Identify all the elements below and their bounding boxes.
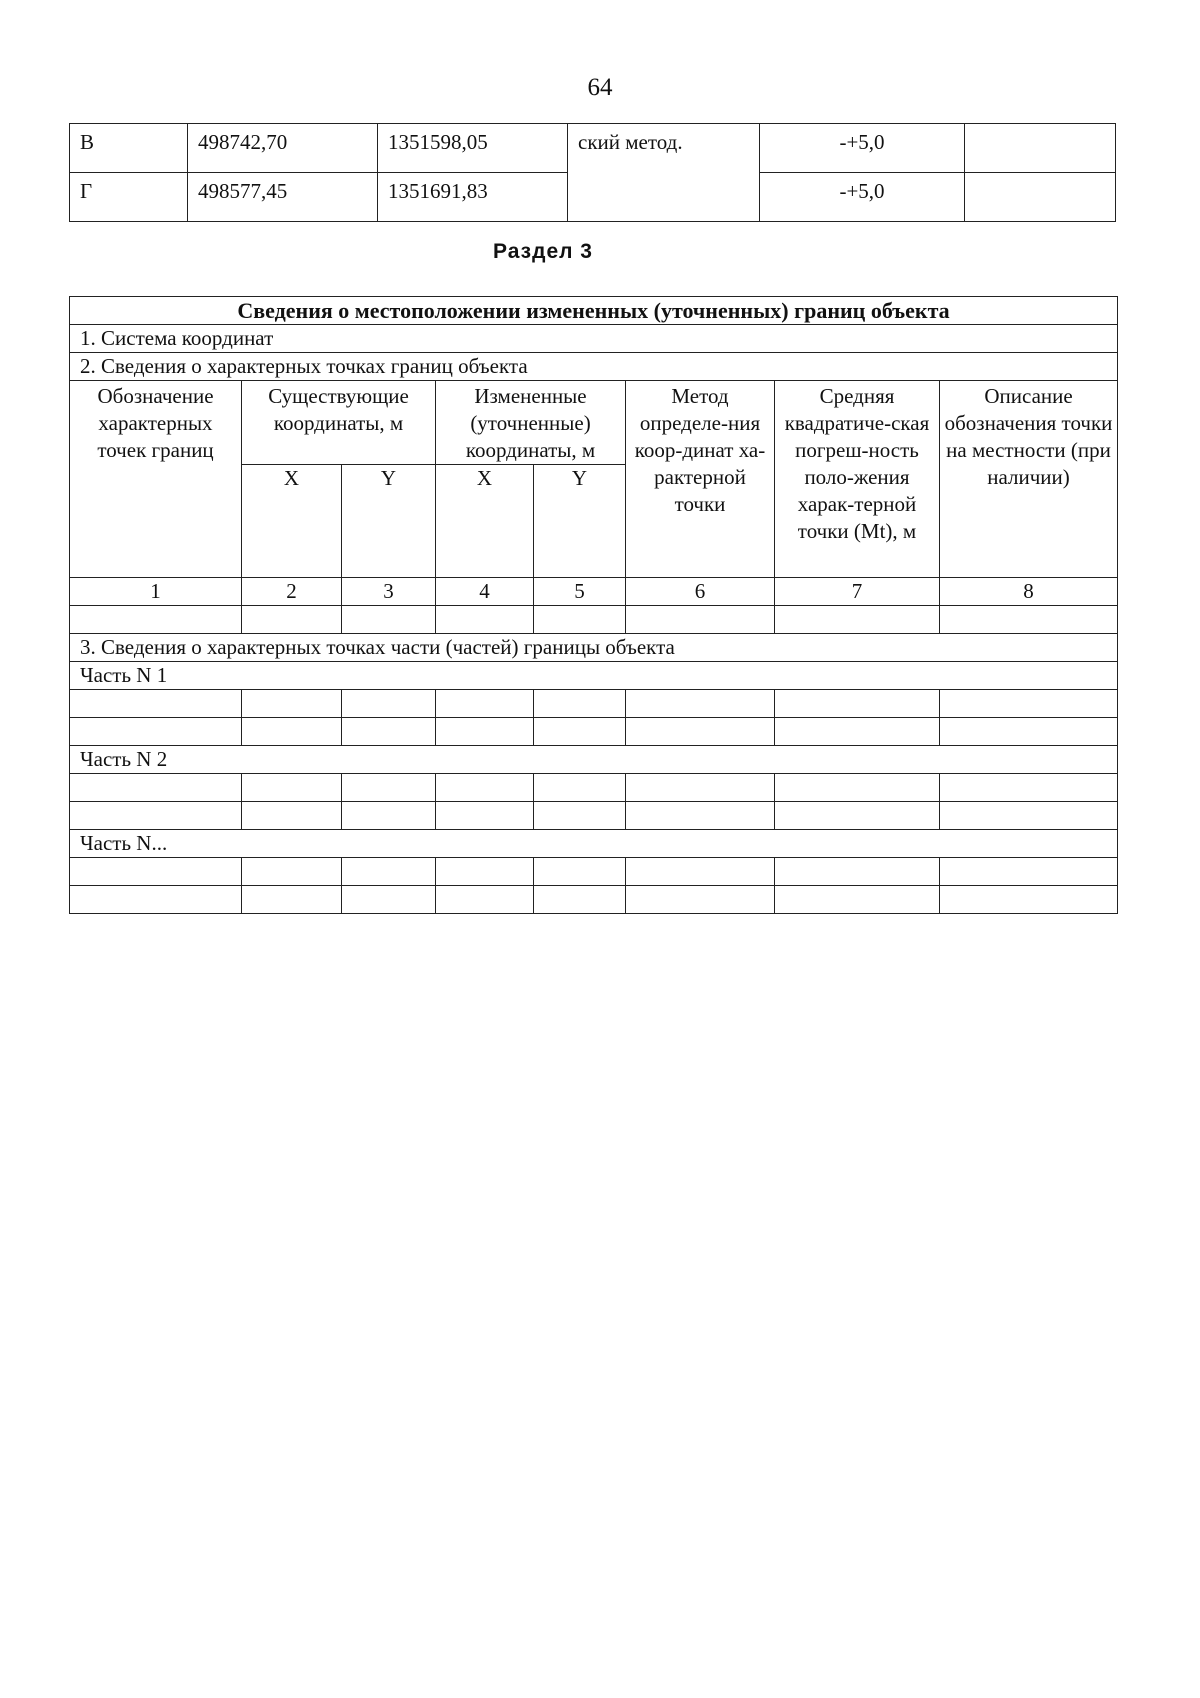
note-cell bbox=[965, 124, 1116, 173]
header-mean-error: Средняя квадратиче-ская погреш-ность поло-жения харак-терной точки (Mt), м bbox=[775, 381, 940, 578]
column-number: 7 bbox=[775, 578, 940, 606]
caption-row bbox=[70, 297, 1118, 325]
blank-row bbox=[70, 858, 1118, 886]
part-label-row bbox=[70, 830, 1118, 858]
boundary-points-row bbox=[70, 353, 1118, 381]
header-description: Описание обозначения точки на местности (при наличии) bbox=[940, 381, 1118, 578]
column-number: 3 bbox=[342, 578, 436, 606]
blank-row bbox=[70, 606, 1118, 634]
y-cell: 1351598,05 bbox=[378, 124, 568, 173]
method-cell: ский метод. bbox=[568, 124, 760, 222]
coordinate-system-label: 1. Система координат bbox=[70, 325, 1118, 353]
x-cell: 498577,45 bbox=[188, 173, 378, 222]
continuation-table bbox=[69, 123, 1116, 222]
point-cell: В bbox=[70, 124, 188, 173]
blank-row bbox=[70, 690, 1118, 718]
page-number: 64 bbox=[587, 74, 613, 101]
column-number: 4 bbox=[436, 578, 534, 606]
part-label: Часть N 2 bbox=[70, 746, 1118, 774]
column-number: 8 bbox=[940, 578, 1118, 606]
blank-row bbox=[70, 886, 1118, 914]
boundary-form-table bbox=[69, 296, 1118, 914]
header-row bbox=[70, 381, 1118, 465]
parts-heading: 3. Сведения о характерных точках части (частей) границы объекта bbox=[70, 634, 1118, 662]
header-changed-x: X bbox=[436, 465, 534, 578]
x-cell: 498742,70 bbox=[188, 124, 378, 173]
column-number-row bbox=[70, 578, 1118, 606]
column-number: 1 bbox=[70, 578, 242, 606]
part-label-row bbox=[70, 662, 1118, 690]
part-label: Часть N... bbox=[70, 830, 1118, 858]
column-number: 5 bbox=[534, 578, 626, 606]
error-cell: -+5,0 bbox=[760, 173, 965, 222]
header-changed-y: Y bbox=[534, 465, 626, 578]
note-cell bbox=[965, 173, 1116, 222]
error-cell: -+5,0 bbox=[760, 124, 965, 173]
header-existing-y: Y bbox=[342, 465, 436, 578]
blank-row bbox=[70, 718, 1118, 746]
column-number: 2 bbox=[242, 578, 342, 606]
boundary-points-label: 2. Сведения о характерных точках границ объекта bbox=[70, 353, 1118, 381]
blank-row bbox=[70, 774, 1118, 802]
header-existing-x: X bbox=[242, 465, 342, 578]
y-cell: 1351691,83 bbox=[378, 173, 568, 222]
blank-row bbox=[70, 802, 1118, 830]
header-existing-coords: Существующие координаты, м bbox=[242, 381, 436, 465]
table-row bbox=[70, 124, 1116, 173]
section-title: Раздел 3 bbox=[493, 240, 593, 263]
form-caption: Сведения о местоположении измененных (уточненных) границ объекта bbox=[70, 297, 1118, 325]
part-label-row bbox=[70, 746, 1118, 774]
parts-heading-row bbox=[70, 634, 1118, 662]
header-changed-coords: Измененные (уточненные) координаты, м bbox=[436, 381, 626, 465]
coordinate-system-row bbox=[70, 325, 1118, 353]
header-method: Метод определе-ния коор-динат ха-рактерной точки bbox=[626, 381, 775, 578]
part-label: Часть N 1 bbox=[70, 662, 1118, 690]
column-number: 6 bbox=[626, 578, 775, 606]
point-cell: Г bbox=[70, 173, 188, 222]
header-point-designation: Обозначение характерных точек границ bbox=[70, 381, 242, 578]
